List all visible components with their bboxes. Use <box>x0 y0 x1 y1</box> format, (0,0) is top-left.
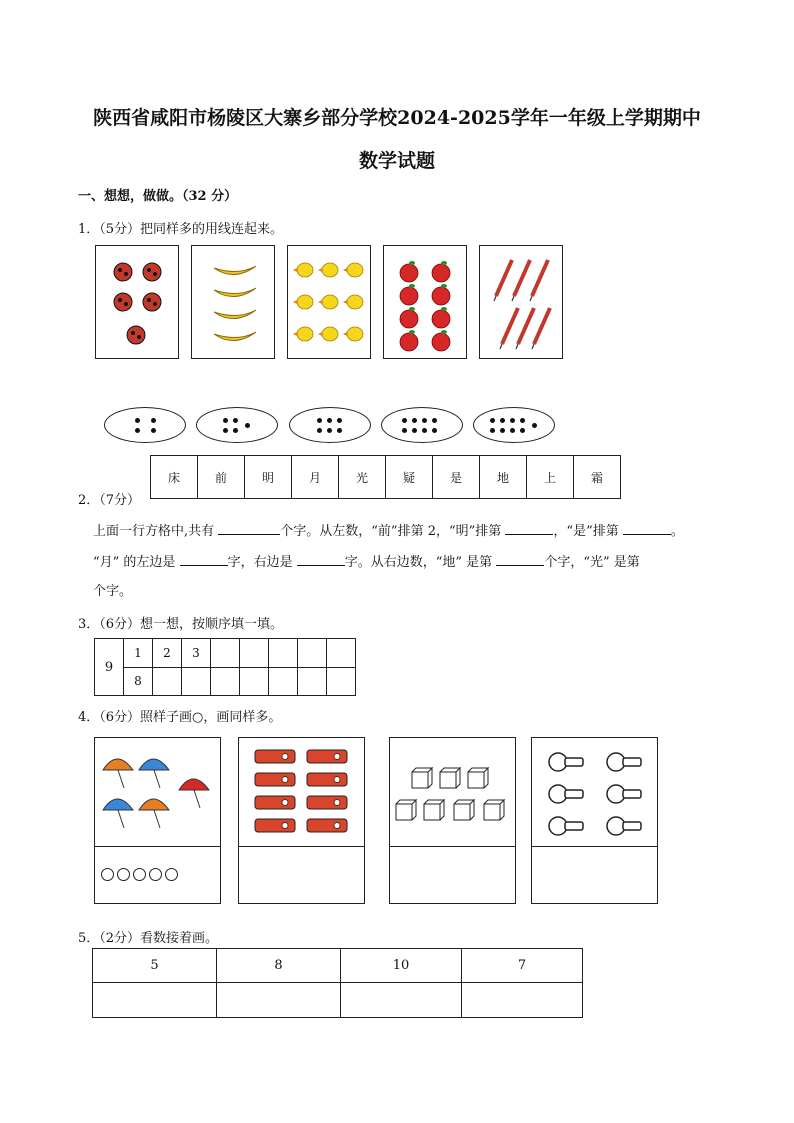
q3-blank-cell[interactable] <box>298 667 327 696</box>
q2-char-table <box>150 455 621 499</box>
char-cell: 地 <box>480 456 527 499</box>
char-cell: 光 <box>339 456 386 499</box>
q3-blank-cell[interactable] <box>153 667 182 696</box>
q3-start-cell: 9 <box>95 639 124 696</box>
q5-draw-cell[interactable] <box>341 983 462 1018</box>
banana-card <box>191 245 275 359</box>
answer-blank[interactable] <box>180 553 228 566</box>
q2-line3: 个字。 <box>93 584 133 599</box>
umbrella-icon <box>95 738 222 846</box>
page-subtitle: 数学试题 <box>358 150 435 172</box>
q5-number-cell: 8 <box>217 949 341 983</box>
q5-number-cell: 10 <box>341 949 462 983</box>
ladybug-icon <box>96 246 180 360</box>
answer-blank[interactable] <box>218 522 280 535</box>
q3-blank-cell[interactable] <box>327 639 356 668</box>
q3-blank-cell[interactable] <box>211 667 240 696</box>
cube-icon <box>390 738 517 846</box>
chick-icon <box>288 246 372 360</box>
apple-card <box>383 245 467 359</box>
q5-draw-cell[interactable] <box>217 983 341 1018</box>
flashlight-icon <box>532 738 659 846</box>
answer-blank[interactable] <box>505 522 553 535</box>
battery-icon <box>239 738 366 846</box>
q5-draw-cell[interactable] <box>462 983 583 1018</box>
q3-cell: 1 <box>124 639 153 668</box>
answer-blank[interactable] <box>496 553 544 566</box>
q3-blank-cell[interactable] <box>327 667 356 696</box>
umbrella-card <box>94 737 221 904</box>
char-cell: 上 <box>527 456 574 499</box>
char-cell: 明 <box>245 456 292 499</box>
ladybug-card <box>95 245 179 359</box>
dot-oval-6 <box>289 407 371 443</box>
q3-blank-cell[interactable] <box>269 667 298 696</box>
q3-cell: 8 <box>124 667 153 696</box>
section-heading: 一、想想，做做。（32 分） <box>78 189 238 204</box>
banana-icon <box>192 246 276 360</box>
dot-oval-5 <box>196 407 278 443</box>
q3-blank-cell[interactable] <box>211 639 240 668</box>
sample-circles <box>101 866 181 885</box>
dot-oval-9 <box>473 407 555 443</box>
q3-blank-cell[interactable] <box>269 639 298 668</box>
q3-blank-cell[interactable] <box>240 667 269 696</box>
char-cell: 霜 <box>574 456 621 499</box>
apple-icon <box>384 246 468 360</box>
q2-label: 2．（7分） <box>78 493 141 508</box>
char-cell: 前 <box>198 456 245 499</box>
answer-blank[interactable] <box>297 553 345 566</box>
q3-cell: 3 <box>182 639 211 668</box>
char-cell: 是 <box>433 456 480 499</box>
cube-card <box>389 737 516 904</box>
q5-number-cell: 5 <box>93 949 217 983</box>
flashlight-card <box>531 737 658 904</box>
q3-label: 3．（6分）想一想，按顺序填一填。 <box>78 617 284 632</box>
q2-line2: “月” 的左边是 字，右边是 字。从右边数，“地” 是第 个字，“光” 是第 <box>93 555 640 570</box>
q3-blank-cell[interactable] <box>298 639 327 668</box>
dot-oval-8 <box>381 407 463 443</box>
q5-draw-table <box>92 948 583 1018</box>
dot-oval-4 <box>104 407 186 443</box>
q3-cell: 2 <box>153 639 182 668</box>
pencil-icon <box>480 246 564 360</box>
q3-number-table <box>94 638 356 696</box>
battery-card <box>238 737 365 904</box>
q1-label: 1．（5分）把同样多的用线连起来。 <box>78 222 284 237</box>
char-cell: 床 <box>151 456 198 499</box>
q2-line1: 上面一行方格中,共有 个字。从左数，“前”排第 2，“明”排第 ，“是”排第 。 <box>93 524 684 539</box>
q5-draw-cell[interactable] <box>93 983 217 1018</box>
pencil-card <box>479 245 563 359</box>
q3-blank-cell[interactable] <box>182 667 211 696</box>
q4-label: 4．（6分）照样子画○，画同样多。 <box>78 710 282 725</box>
char-cell: 疑 <box>386 456 433 499</box>
q3-blank-cell[interactable] <box>240 639 269 668</box>
q5-label: 5．（2分）看数接着画。 <box>78 931 219 946</box>
page-title: 陕西省咸阳市杨陵区大寨乡部分学校2024-2025学年一年级上学期期中 <box>93 107 701 129</box>
chick-card <box>287 245 371 359</box>
char-cell: 月 <box>292 456 339 499</box>
q5-number-cell: 7 <box>462 949 583 983</box>
answer-blank[interactable] <box>623 522 671 535</box>
